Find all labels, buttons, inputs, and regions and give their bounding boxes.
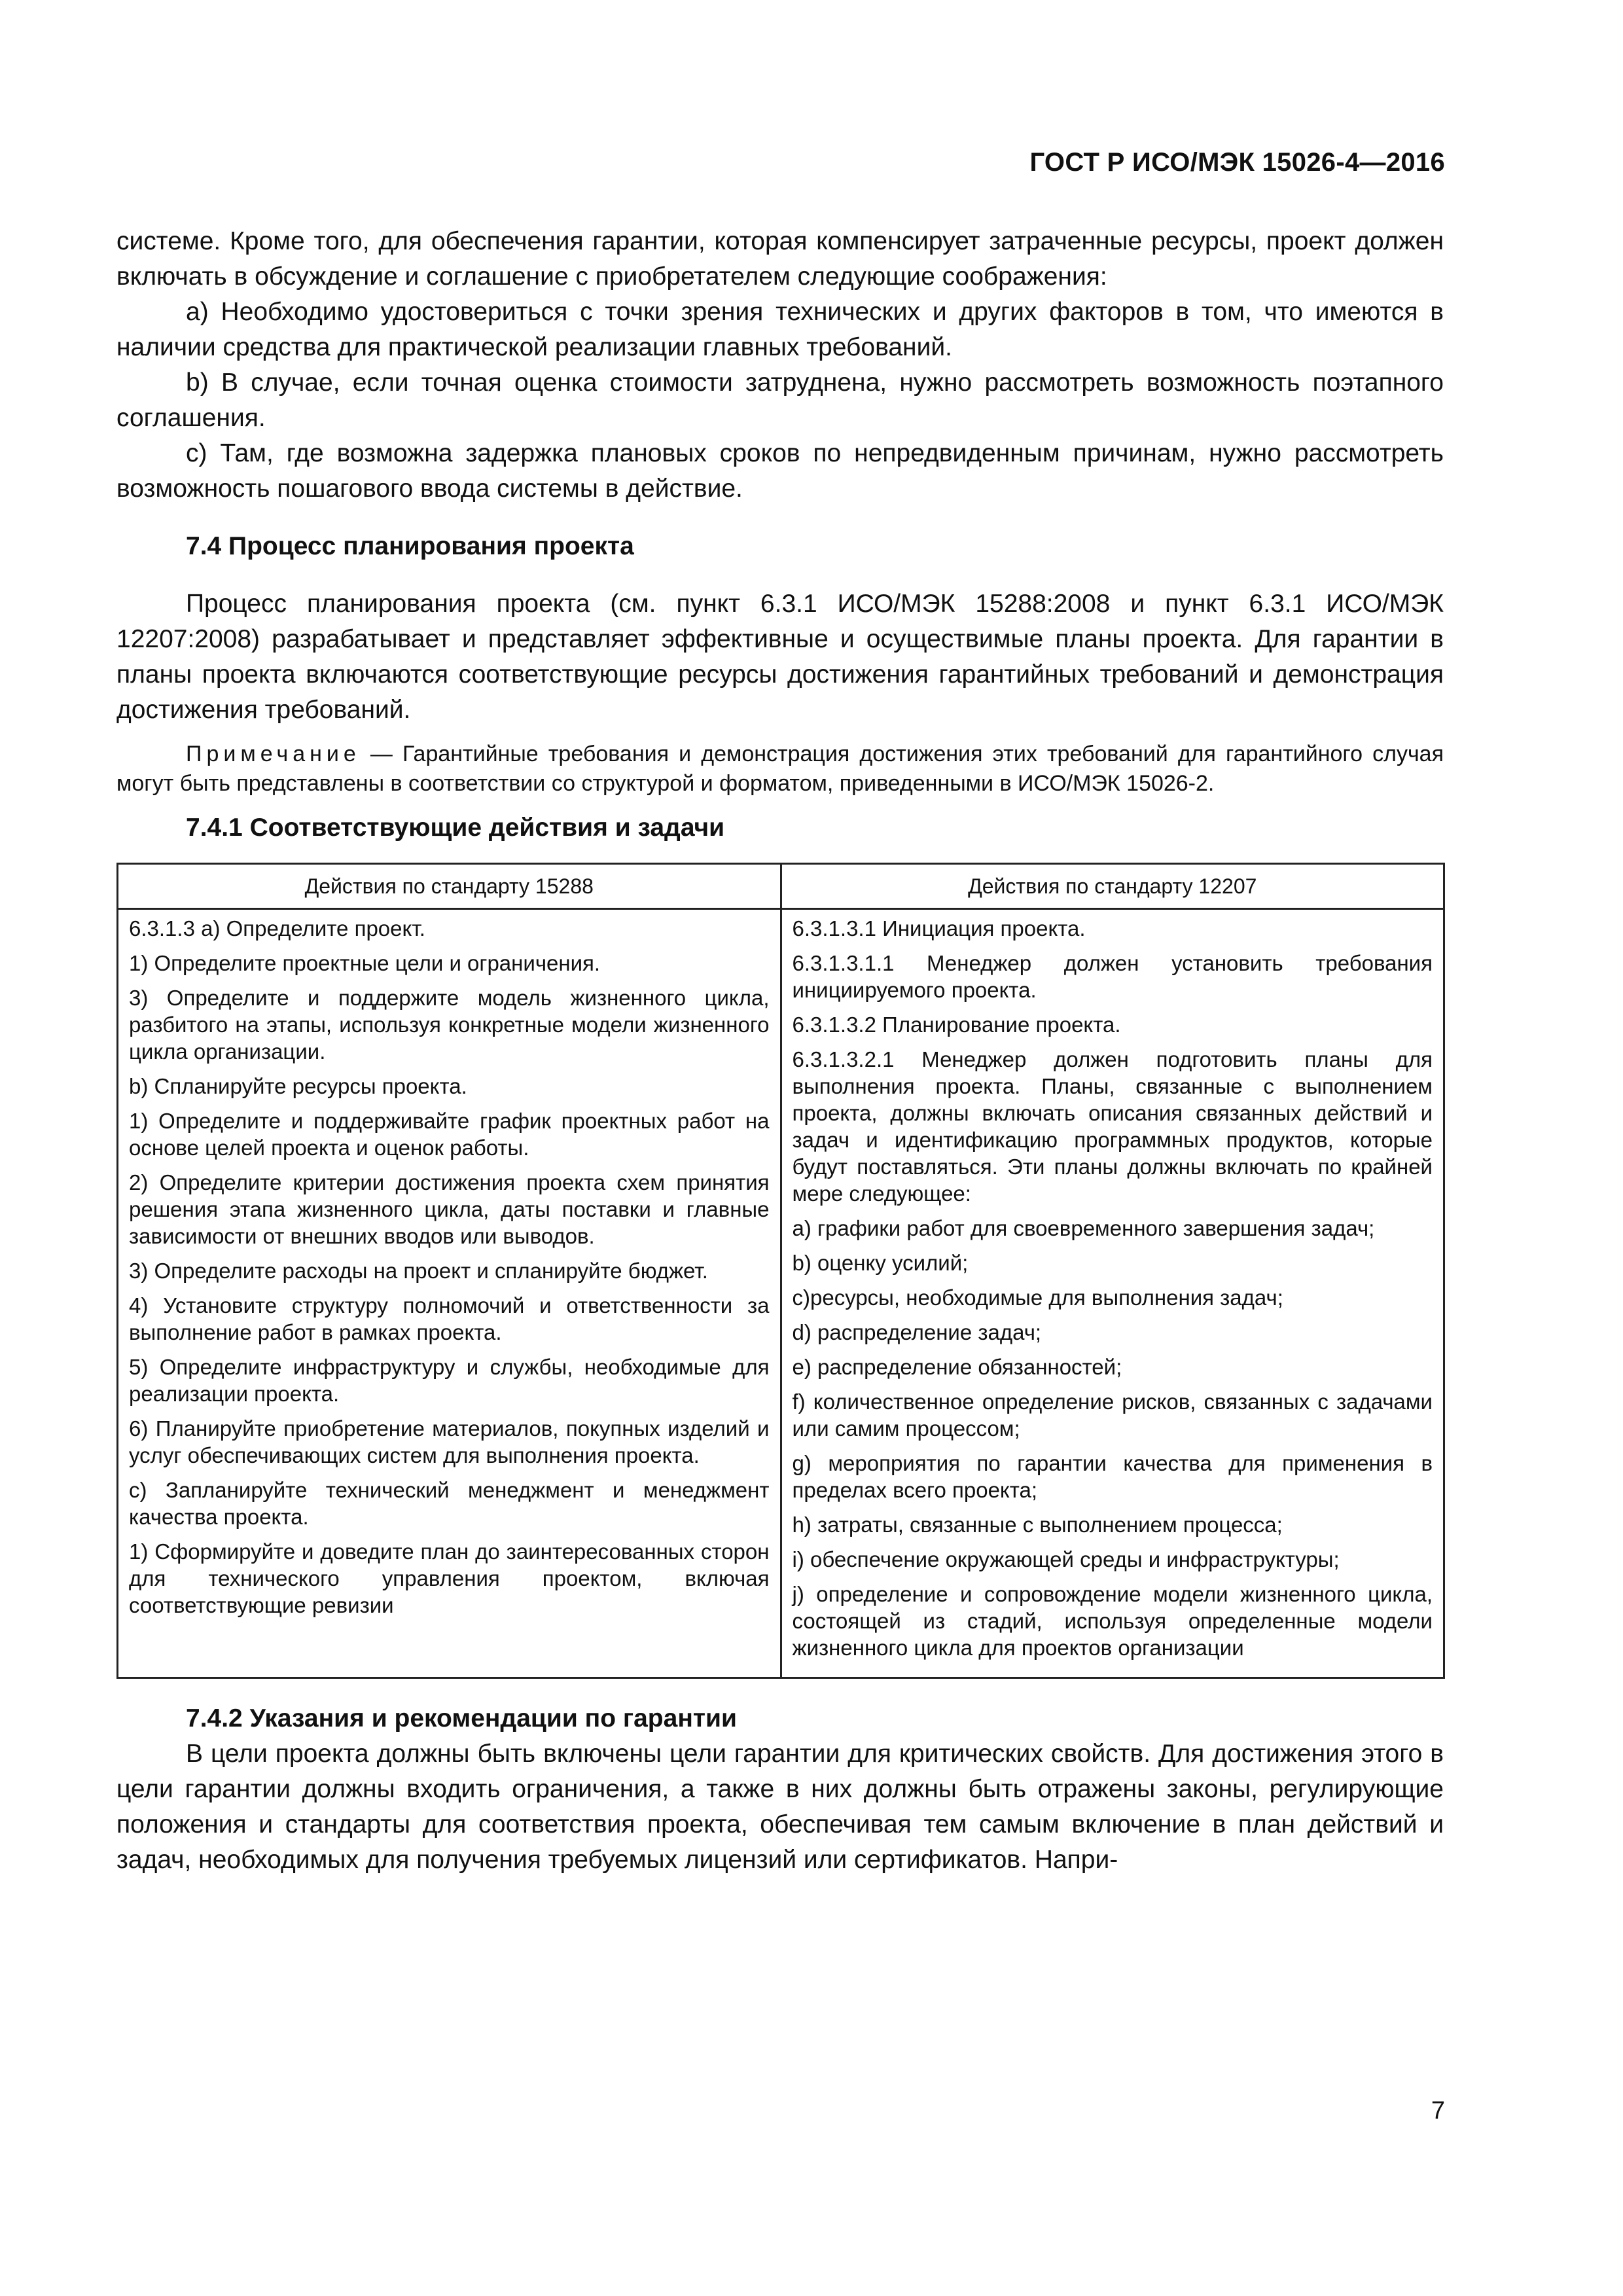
section-7-4-2-paragraph: В цели проекта должны быть включены цели гарантии для критических свойств. Для достижения этого в цели гарантии должны входить ограничения, а также в них должны быть отражены законы, регулирующие положения и стандарты для соответствия проекта, обеспечивая тем самым включение в план действий и задач, необходимых для получения требуемых лицензий или сертификатов. Напри- (116, 1740, 1444, 1874)
table-item: 3) Определите расходы на проект и спланируйте бюджет. (129, 1259, 708, 1283)
table-item: c) Запланируйте технический менеджмент и менеджмент качества проекта. (129, 1478, 770, 1529)
table-header-15288: Действия по стандарту 15288 (118, 864, 781, 909)
table-item: 6.3.1.3.2.1 Менеджер должен подготовить планы для выполнения проекта. Планы, связанные с выполнением проекта, должны включать описания связанных действий и задач и идентификацию программных продуктов, которые будут поставляться. Эти планы должны включать по крайней мере следующее: (792, 1047, 1433, 1206)
table-item: 6.3.1.3 а) Определите проект. (129, 916, 425, 941)
table-item: 1) Определите и поддерживайте график проектных работ на основе целей проекта и оценок работы. (129, 1109, 770, 1160)
table-item: 6.3.1.3.1 Инициация проекта. (792, 916, 1086, 941)
table-column-15288 (118, 909, 781, 1678)
intro-paragraph: системе. Кроме того, для обеспечения гарантии, которая компенсирует затраченные ресурсы, проект должен включать в обсуждение и соглашение с приобретателем следующие соображения: (116, 227, 1444, 291)
section-7-4-1-title: 7.4.1 Соответствующие действия и задачи (186, 814, 725, 842)
table-item: b) Спланируйте ресурсы проекта. (129, 1074, 467, 1098)
document-code-header: ГОСТ Р ИСО/МЭК 15026-4—2016 (1029, 148, 1445, 177)
table-item: h) затраты, связанные с выполнением процесса; (792, 1513, 1283, 1537)
note-label: Примечание (186, 742, 361, 766)
table-item: d) распределение задач; (792, 1320, 1042, 1344)
table-item: 6.3.1.3.2 Планирование проекта. (792, 1013, 1121, 1037)
intro-item-b: b) В случае, если точная оценка стоимости затруднена, нужно рассмотреть возможность поэтапного соглашения. (116, 368, 1444, 432)
note-paragraph (116, 740, 1444, 798)
table-item: 6) Планируйте приобретение материалов, покупных изделий и услуг обеспечивающих систем для выполнения проекта. (129, 1416, 770, 1467)
table-item: g) мероприятия по гарантии качества для применения в пределах всего проекта; (792, 1451, 1433, 1502)
table-item: 2) Определите критерии достижения проекта схем принятия решения этапа жизненного цикла, даты поставки и главные зависимости от внешних вводов или выводов. (129, 1170, 770, 1248)
table-item: 1) Определите проектные цели и ограничения. (129, 951, 601, 975)
section-7-4-title: 7.4 Процесс планирования проекта (186, 532, 634, 560)
section-7-4-paragraph: Процесс планирования проекта (см. пункт 6.3.1 ИСО/МЭК 15288:2008 и пункт 6.3.1 ИСО/МЭК 12207:2008) разрабатывает и представляет эффективные и осуществимые планы проекта. Для гарантии в планы проекта включаются соответствующие ресурсы достижения гарантийных требований и демонстрация достижения требований. (116, 590, 1444, 724)
standards-activities-table (116, 863, 1445, 1679)
table-column-12207 (781, 909, 1444, 1678)
intro-item-a: а) Необходимо удостовериться с точки зрения технических и других факторов в том, что имеются в наличии средства для практической реализации главных требований. (116, 298, 1444, 361)
table-item: 6.3.1.3.1.1 Менеджер должен установить требования инициируемого проекта. (792, 951, 1433, 1002)
page-content (116, 224, 1444, 1878)
table-item: i) обеспечение окружающей среды и инфраструктуры; (792, 1547, 1340, 1571)
table-item: 3) Определите и поддержите модель жизненного цикла, разбитого на этапы, используя конкретные модели жизненного цикла организации. (129, 986, 770, 1064)
section-7-4-2-title: 7.4.2 Указания и рекомендации по гарантии (186, 1704, 737, 1732)
table-item: b) оценку усилий; (792, 1251, 969, 1275)
page-number: 7 (1431, 2097, 1445, 2125)
table-item: 4) Установите структуру полномочий и ответственности за выполнение работ в рамках проекта. (129, 1293, 770, 1344)
note-text: — Гарантийные требования и демонстрация достижения этих требований для гарантийного случая могут быть представлены в соответствии со структурой и форматом, приведенными в ИСО/МЭК 15026-2. (116, 742, 1444, 796)
intro-item-c: c) Там, где возможна задержка плановых сроков по непредвиденным причинам, нужно рассмотреть возможность пошагового ввода системы в действие. (116, 439, 1444, 503)
table-header-12207: Действия по стандарту 12207 (781, 864, 1444, 909)
table-item: 5) Определите инфраструктуру и службы, необходимые для реализации проекта. (129, 1355, 770, 1406)
table-item: c)ресурсы, необходимые для выполнения задач; (792, 1285, 1283, 1310)
table-item: e) распределение обязанностей; (792, 1355, 1122, 1379)
table-item: f) количественное определение рисков, связанных с задачами или самим процессом; (792, 1390, 1433, 1441)
table-item: j) определение и сопровождение модели жизненного цикла, состоящей из стадий, используя определенные модели жизненного цикла для проектов организации (792, 1582, 1433, 1660)
table-item: а) графики работ для своевременного завершения задач; (792, 1216, 1375, 1240)
table-item: 1) Сформируйте и доведите план до заинтересованных сторон для технического управления проектом, включая соответствующие ревизии (129, 1539, 770, 1617)
